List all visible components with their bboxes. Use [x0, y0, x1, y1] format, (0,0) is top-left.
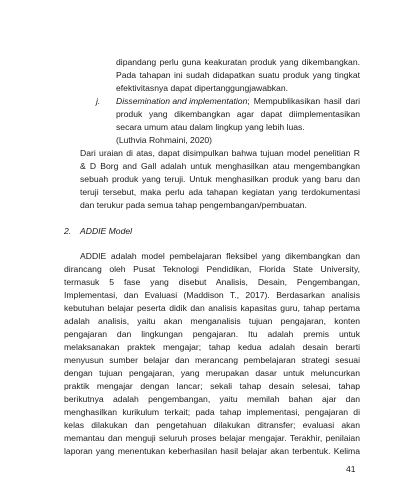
paragraph-line: pengajaran dan lingkungan pengajaran. Itu adalah premis untuk [64, 329, 360, 339]
paragraph-line: termasuk 5 fase yang disebut Analisis, Desain, Pengembangan, [64, 277, 360, 287]
paragraph-line: dirancang oleh Pusat Teknologi Pendidikan, Florida State University, [64, 264, 360, 274]
paragraph-line: sebuah produk yang teruji. Untuk menghasilkan produk yang baru dan [80, 174, 360, 184]
paragraph-line: teruji tersebut, maka perlu ada tahapan kegiatan yang terdokumentasi [80, 187, 360, 197]
paragraph-line: Implementasi, dan Evaluasi (Maddison T., 2017). Berdasarkan analisis [64, 290, 360, 300]
page-number: 41 [346, 464, 356, 474]
paragraph-line: memantau dan menguji seluruh proses belajar mengajar. Terakhir, penilaian [64, 433, 360, 443]
section-number: 2. [64, 226, 72, 236]
list-text-line: produk yang dikembangkan agar dapat diimplementasikan [116, 109, 360, 119]
list-marker-j: j. [96, 96, 101, 106]
list-item-text: ; Mempublikasikan hasil dari [247, 96, 360, 106]
paragraph-line: menyusun sumber belajar dan merancang pembelajaran strategi sesuai [64, 355, 360, 365]
list-item-j-first-line [116, 95, 360, 107]
paragraph-line: dengan tujuan pengajaran, yang merupakan dasar untuk meluncurkan [64, 368, 360, 378]
list-text-line: efektivitasnya dapat dipertanggungjawabkan. [116, 83, 288, 93]
paragraph-line: melaksanakan praktek mengajar; tahap kedua adalah desain berarti [64, 342, 360, 352]
section-title: ADDIE Model [80, 226, 133, 236]
paragraph-line: kelas dilakukan dan pengetahuan dilakukan ditransfer; evaluasi akan [64, 420, 360, 430]
paragraph-line: & D Borg and Gall adalah untuk menghasilkan atau mengembangkan [80, 161, 360, 171]
paragraph-line: Dari uraian di atas, dapat disimpulkan bahwa tujuan model penelitian R [80, 148, 360, 158]
paragraph-line: adalah analisis, yaitu akan menganalisis tujuan pengajaran, konten [64, 316, 360, 326]
paragraph-line: praktik mengajar dengan lancar; sekali tahap desain selesai, tahap [64, 381, 360, 391]
paragraph-line: laporan yang menentukan keberhasilan hasil belajar akan terbentuk. Kelima [64, 446, 360, 456]
paragraph-line: berikutnya adalah pengembangan, yaitu memilah bahan ajar dan [64, 394, 360, 404]
list-text-line: dipandang perlu guna keakuratan produk yang dikembangkan. [116, 57, 360, 67]
paragraph-line: ADDIE adalah model pembelajaran fleksibel yang dikembangkan dan [80, 251, 360, 261]
list-text-line: secara umum atau dalam lingkup yang lebih luas. [116, 122, 305, 132]
paragraph-line: kebutuhan belajar peserta didik dan analisis kapasitas guru, tahap pertama [64, 303, 360, 313]
paragraph-line: menghasilkan kurikulum terkait; pada tahap implementasi, pengajaran di [64, 407, 360, 417]
paragraph-line: dan terukur pada semua tahap pengembangan/pembuatan. [80, 200, 307, 210]
citation: (Luthvia Rohmaini, 2020) [116, 135, 213, 145]
list-text-line: Pada tahapan ini sudah didapatkan suatu produk yang tingkat [116, 70, 360, 80]
list-item-term: Dissemination and implementation [116, 96, 248, 106]
